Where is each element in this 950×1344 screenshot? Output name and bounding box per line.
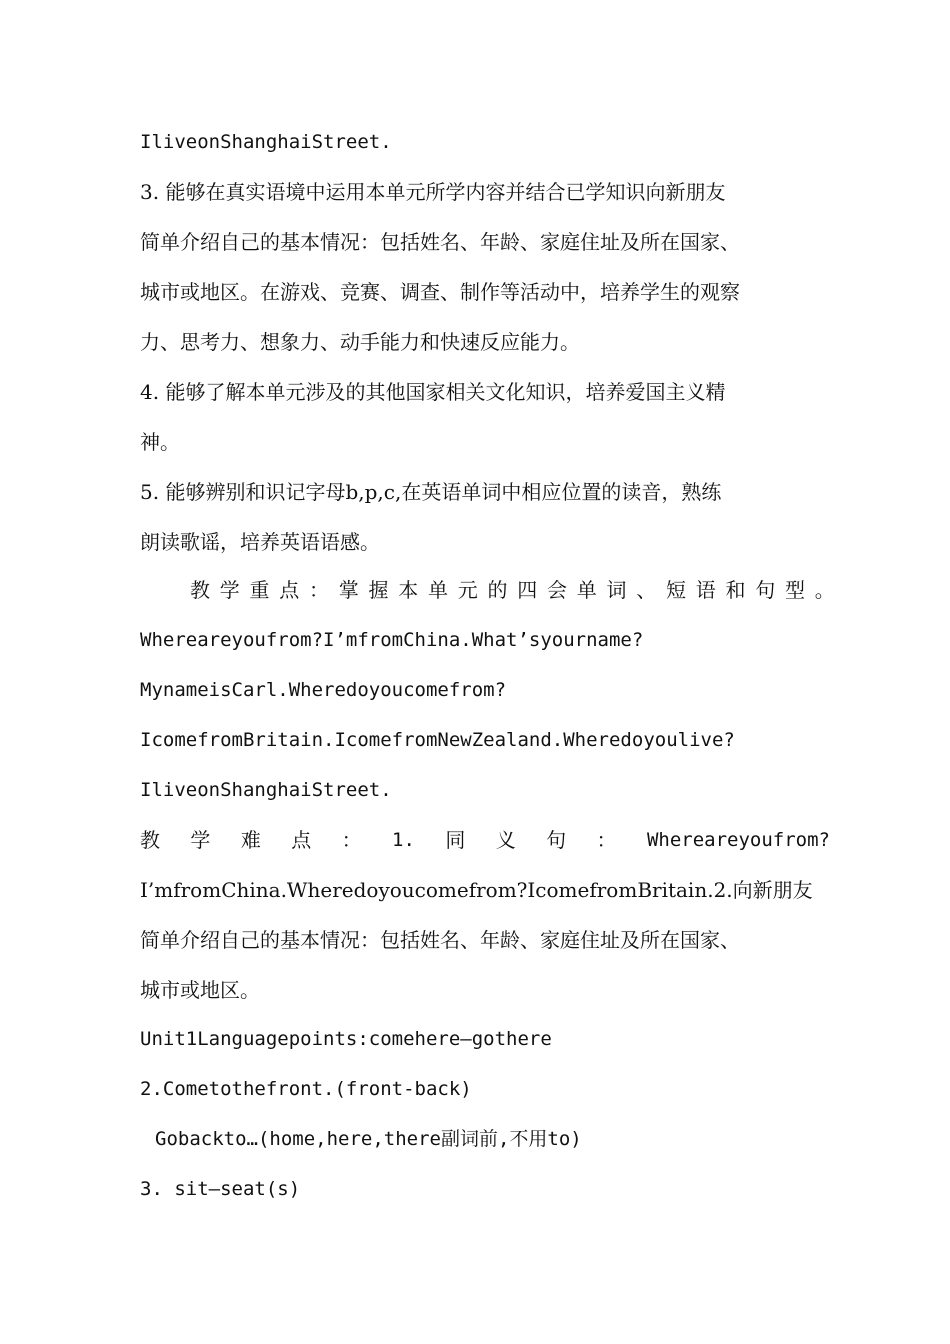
heading-char: 握 — [368, 578, 389, 602]
text-line-7: 神。 — [140, 430, 180, 454]
heading-char: Whereareyoufrom? — [646, 829, 830, 851]
heading-char: 1. — [392, 829, 415, 851]
text-line-3: 简单介绍自己的基本情况：包括姓名、年龄、家庭住址及所在国家、 — [140, 230, 740, 254]
difficulties-heading — [140, 820, 830, 860]
text-line-14: IliveonShanghaiStreet. — [140, 779, 392, 801]
text-line-21: Gobackto…(home,here,there副词前,不用to) — [155, 1128, 582, 1150]
heading-char: ： — [341, 828, 362, 852]
heading-char: 点 — [291, 828, 312, 852]
heading-char: 四 — [517, 578, 538, 602]
heading-char: 学 — [190, 828, 211, 852]
heading-char: 的 — [487, 578, 508, 602]
heading-char: 单 — [576, 578, 597, 602]
text-line-11: Whereareyoufrom?I’mfromChina.What’syourname? — [140, 629, 644, 651]
heading-char: 教 — [190, 578, 210, 602]
text-line-18: 城市或地区。 — [140, 978, 260, 1002]
text-line-22: 3. sit—seat(s) — [140, 1178, 301, 1200]
text-line-2: 3. 能够在真实语境中运用本单元所学内容并结合已学知识向新朋友 — [140, 180, 726, 204]
text-line-6: 4. 能够了解本单元涉及的其他国家相关文化知识，培养爱国主义精 — [140, 380, 726, 404]
text-line-1: IliveonShanghaiStreet. — [140, 131, 392, 153]
heading-char: 本 — [398, 578, 419, 602]
heading-char: 元 — [457, 578, 478, 602]
text-line-19: Unit1Languagepoints:comehere—gothere — [140, 1028, 552, 1050]
heading-char: 点 — [279, 578, 300, 602]
text-line-8: 5. 能够辨别和识记字母b,p,c,在英语单词中相应位置的读音，熟练 — [140, 480, 722, 504]
heading-char: 。 — [814, 578, 835, 602]
text-line-13: IcomefromBritain.IcomefromNewZealand.Wheredoyoulive? — [140, 729, 735, 751]
text-line-9: 朗读歌谣，培养英语语感。 — [140, 530, 380, 554]
heading-char: ： — [309, 578, 329, 602]
heading-char: 重 — [249, 578, 270, 602]
heading-char: 教 — [140, 828, 160, 852]
heading-char: 掌 — [338, 578, 359, 602]
text-line-4: 城市或地区。在游戏、竞赛、调查、制作等活动中，培养学生的观察 — [140, 280, 740, 304]
key-points-heading — [190, 570, 835, 610]
heading-char: 单 — [428, 578, 448, 602]
heading-char: 同 — [445, 828, 466, 852]
text-line-5: 力、思考力、想象力、动手能力和快速反应能力。 — [140, 330, 580, 354]
text-line-12: MynameisCarl.Wheredoyoucomefrom? — [140, 679, 507, 701]
heading-char: 型 — [785, 578, 805, 602]
heading-char: 、 — [636, 578, 657, 602]
heading-char: 学 — [219, 578, 240, 602]
heading-char: 词 — [606, 578, 627, 602]
heading-char: ： — [596, 828, 617, 852]
heading-char: 会 — [547, 578, 567, 602]
text-line-16: I’mfromChina.Wheredoyoucomefrom?IcomefromBritain.2.向新朋友 — [140, 878, 813, 902]
heading-char: 和 — [725, 578, 746, 602]
heading-char: 语 — [695, 578, 716, 602]
heading-char: 句 — [755, 578, 776, 602]
text-line-17: 简单介绍自己的基本情况：包括姓名、年龄、家庭住址及所在国家、 — [140, 928, 740, 952]
heading-char: 义 — [495, 828, 516, 852]
text-line-20: 2.Cometothefront.(front-back) — [140, 1078, 472, 1100]
heading-char: 句 — [546, 828, 567, 852]
heading-char: 短 — [666, 578, 686, 602]
heading-char: 难 — [240, 828, 261, 852]
